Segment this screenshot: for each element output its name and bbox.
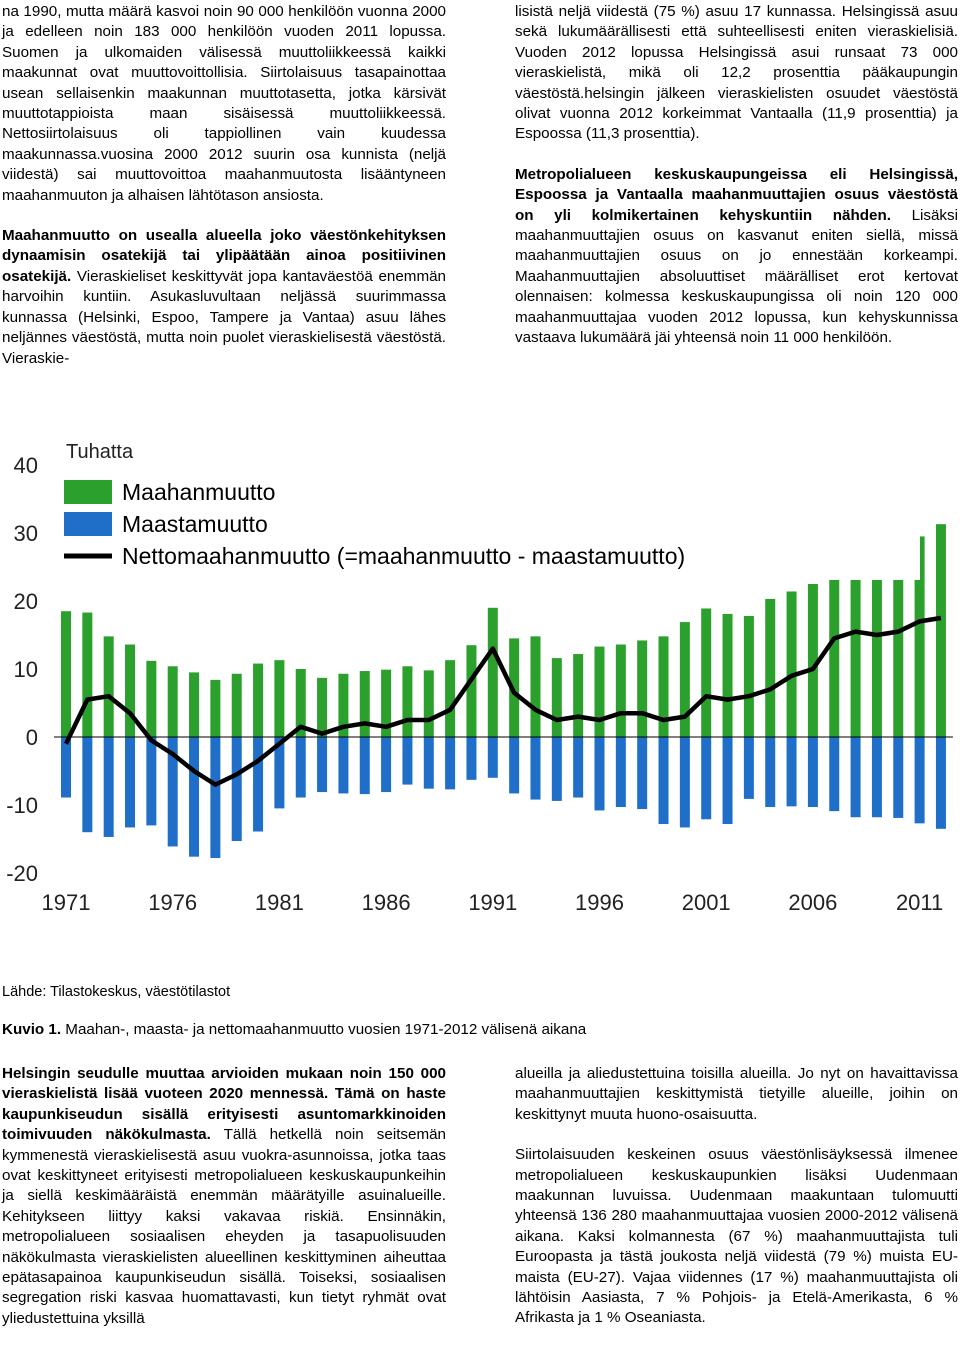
- bar-emigration: [466, 737, 476, 780]
- bar-emigration: [445, 737, 455, 789]
- bar-immigration: [189, 672, 199, 737]
- y-tick-label: 0: [25, 725, 38, 750]
- bold-lead: Metropolialueen keskuskaupungeissa eli Helsingissä, Espoossa ja Vantaalla maahanmuuttajien osuus väestöstä on yli kolmikertainen kehyskuntiin nähden.: [515, 165, 958, 224]
- x-tick-label: 1996: [575, 890, 624, 915]
- chart-source: Lähde: Tilastokeskus, väestötilastot: [2, 984, 231, 1000]
- bar-immigration: [466, 645, 476, 737]
- bar-emigration: [296, 737, 306, 798]
- bar-immigration: [488, 608, 498, 737]
- bar-emigration: [210, 737, 220, 858]
- paragraph: na 1990, mutta määrä kasvoi noin 90 000 henkilöön vuonna 2000 ja edelleen noin 183 000 henkilöön vuoden 2011 lopussa. Suomen ja ulkomaiden välisessä muuttoliikkeessä kaikki maakunnat ovat muuttovoittollisia. Siirtolaisuus tasapainottaa usean sellaisenkin maakunnan muuttotasetta, jotka kärsivät muuttotappioista maan sisäisessä muuttoliikkeessä. Nettosiirtolaisuus oli tappiollinen vain kuudessa maakunnassa.vuosina 2000 2012 suurin osa kunnista (neljä viidestä) sai muuttovoittoa maahanmuutosta lisääntyneen maahanmuuton ja alhaisen lähtötason ansiosta.: [2, 3, 446, 204]
- paragraph: [2, 226, 446, 369]
- bar-immigration: [125, 645, 135, 737]
- paragraph-text: Lisäksi maahanmuuttajien osuus on kasvanut eniten siellä, missä maahanmuuttajien osuus on jo ennestään korkeampi. Maahanmuuttajien absoluuttiset määrälliset erot kertovat olennaisen: kolmessa keskuskaupungissa oli noin 120 000 maahanmuuttajaa vuoden 2012 lopussa, kun kehyskunnissa vastaava lukumäärä jäi yhteensä noin 11 000 henkilöön.: [515, 206, 958, 347]
- text-column-bottom-left: [2, 1064, 446, 1349]
- bar-immigration: [701, 608, 711, 737]
- bar-emigration: [317, 737, 327, 792]
- x-tick-label: 1981: [254, 890, 304, 915]
- bar-immigration: [637, 640, 647, 737]
- bar-emigration: [360, 737, 370, 794]
- bar-emigration: [146, 737, 156, 825]
- paragraph: [2, 1064, 446, 1329]
- bar-immigration: [445, 660, 455, 737]
- bar-immigration: [616, 645, 626, 737]
- bar-emigration: [104, 737, 114, 837]
- bold-lead: Maahanmuutto on usealla alueella joko väestönkehityksen dynaamisin osatekijä tai ylipäätään ainoa positiivinen osatekijä.: [2, 227, 446, 285]
- x-tick-label: 1976: [148, 890, 198, 915]
- unit-label: Tuhatta: [66, 441, 134, 463]
- bar-immigration: [317, 678, 327, 737]
- bar-emigration: [787, 737, 797, 806]
- bar-emigration: [338, 737, 348, 793]
- bar-emigration: [915, 737, 925, 823]
- y-tick-label: 40: [13, 453, 38, 478]
- bar-emigration: [723, 737, 733, 824]
- y-tick-label: 10: [13, 657, 38, 682]
- x-tick-label: 2011: [895, 890, 944, 915]
- paragraph: [515, 165, 958, 349]
- bold-lead: Helsingin seudulle muuttaa arvioiden mukaan noin 150 000 vieraskielistä lisää vuoteen 2020 mennessä. Tämä on haste kaupunkiseudun sisällä erityisesti asuntomarkkinoiden toimivuuden näkökulmasta.: [2, 1065, 446, 1144]
- bar-emigration: [808, 737, 818, 807]
- y-tick-label: -20: [6, 861, 38, 886]
- bar-immigration: [210, 680, 220, 737]
- x-axis: [42, 890, 944, 915]
- bar-emigration: [659, 737, 669, 824]
- bar-immigration: [424, 670, 434, 737]
- bar-emigration: [829, 737, 839, 811]
- y-tick-label: 20: [13, 589, 38, 614]
- bar-immigration: [61, 611, 71, 737]
- bar-emigration: [701, 737, 711, 819]
- paragraph-text: Tällä hetkellä noin seitsemän kymmenestä vieraskielisestä asuu vuokra-asunnoissa, jotka taas ovat keskittyneet erityisesti metropolialueen keskuskaupunkeihin ja siellä keskimääräistä enemmän määrätyille asuinalueille. Kehitykseen liittyy kaksi vakavaa riskiä. Ensinnäkin, metropolialueen sosiaalisen eheyden ja tasapuolisuuden näkökulmasta vieraskielisten alueellinen keskittyminen aiheuttaa epätasapainoa kaupunkiseudun sisällä. Toiseksi, sosiaalisen segregation riski kasvaa huomattavasti, kun tietyt ryhmät ovat yliedustettuina yksillä: [2, 1126, 446, 1327]
- bar-immigration: [146, 661, 156, 737]
- paragraph: alueilla ja aliedustettuina toisilla alueilla. Jo nyt on havaittavissa maahanmuuttajien keskittymistä tietyille alueille, joihin on keskittynyt muuta huono-osaisuutta.: [515, 1065, 958, 1123]
- bar-emigration: [530, 737, 540, 800]
- y-axis: [6, 453, 38, 886]
- x-tick-label: 1971: [41, 890, 91, 915]
- bar-immigration: [232, 674, 242, 737]
- text-column-bottom-right: [515, 1064, 958, 1349]
- bar-immigration: [274, 660, 284, 737]
- bar-emigration: [936, 737, 946, 829]
- bar-immigration: [829, 560, 839, 737]
- paragraph: lisistä neljä viidestä (75 %) asuu 17 kunnassa. Helsingissä asuu sekä lukumäärällisesti että suhteellisesti eniten vieraskielisiä. Vuoden 2012 lopussa Helsingissä asui runsaat 73 000 vieraskielistä, mikä oli 12,2 prosenttia pääkaupungin väestöstä.helsingin jälkeen vieraskielisten osuudet väestöstä olivat vuonna 2012 korkeimmat Vantaalla (11,9 prosenttia) ja Espoossa (11,3 prosenttia).: [515, 3, 958, 143]
- legend-swatch-emigration: [64, 512, 112, 536]
- bar-emigration: [381, 737, 391, 792]
- text-column-top-left: [2, 2, 446, 389]
- bar-emigration: [616, 737, 626, 807]
- bar-immigration: [872, 555, 882, 737]
- bar-immigration: [680, 622, 690, 737]
- bar-immigration: [530, 636, 540, 737]
- bar-emigration: [232, 737, 242, 841]
- legend-swatch-immigration: [64, 480, 112, 504]
- bar-emigration: [851, 737, 861, 817]
- bar-immigration: [595, 647, 605, 737]
- bar-immigration: [936, 524, 946, 737]
- bar-immigration: [82, 613, 92, 737]
- x-tick-label: 1991: [468, 890, 518, 915]
- bar-emigration: [893, 737, 903, 818]
- bar-emigration: [424, 737, 434, 789]
- bar-immigration: [744, 616, 754, 737]
- text-column-top-right: [515, 2, 958, 369]
- caption-label: Kuvio 1.: [2, 1021, 62, 1038]
- bar-emigration: [61, 737, 71, 798]
- bar-immigration: [168, 666, 178, 737]
- bar-emigration: [125, 737, 135, 827]
- migration-chart: [0, 432, 960, 922]
- legend-label-net: Nettomaahanmuutto (=maahanmuutto - maastamuutto): [122, 543, 686, 569]
- bar-immigration: [402, 666, 412, 737]
- legend-label-emigration: Maastamuutto: [122, 511, 268, 537]
- bar-emigration: [552, 737, 562, 801]
- paragraph: Siirtolaisuuden keskeinen osuus väestönlisäyksessä ilmenee metropolialueen keskuskaupunkien lisäksi Uudenmaan maakunnan luvuissa. Uudenmaan maakuntaan tulomuutti yhteensä 136 280 maahanmuuttajaa vuosien 2000-2012 välisenä aikana. Kaksi kolmannesta (67 %) maahanmuuttajista tuli Euroopasta ja tästä joukosta neljä viidestä (79 %) muista EU-maista (EU-27). Vajaa viidennes (17 %) maahanmuuttajista oli lähtöisin Aasiasta, 7 % Pohjois- ja Etelä-Amerikasta, 6 % Afrikasta ja 1 % Oseaniasta.: [515, 1146, 958, 1327]
- bar-emigration: [680, 737, 690, 827]
- bar-immigration: [552, 658, 562, 737]
- y-tick-label: 30: [13, 521, 38, 546]
- bar-emigration: [595, 737, 605, 810]
- legend: [60, 468, 920, 580]
- x-tick-label: 1986: [361, 890, 411, 915]
- bar-emigration: [189, 737, 199, 857]
- bar-emigration: [509, 737, 519, 793]
- bar-emigration: [253, 737, 263, 832]
- bar-immigration: [104, 636, 114, 737]
- bar-emigration: [402, 737, 412, 785]
- bar-immigration: [765, 599, 775, 737]
- bar-emigration: [765, 737, 775, 807]
- bar-emigration: [637, 737, 647, 809]
- bar-emigration: [744, 737, 754, 799]
- bar-immigration: [360, 671, 370, 737]
- y-tick-label: -10: [6, 793, 38, 818]
- bar-immigration: [893, 562, 903, 737]
- bar-emigration: [82, 737, 92, 832]
- x-tick-label: 2001: [681, 890, 731, 915]
- paragraph-text: Vieraskieliset keskittyvät jopa kantaväestöä enemmän harvoihin kuntiin. Asukasluvultaan neljässä suurimmassa kunnassa (Helsinki, Espoo, Tampere ja Vantaa) asuu lähes neljännes väestöstä, mutta noin puolet vieraskielisestä väestöstä. Vieraskie-: [2, 267, 446, 367]
- bar-immigration: [573, 654, 583, 737]
- bar-emigration: [488, 737, 498, 778]
- legend-label-immigration: Maahanmuutto: [122, 479, 276, 505]
- figure-caption: [2, 1021, 586, 1038]
- bar-immigration: [723, 614, 733, 737]
- bar-immigration: [787, 591, 797, 737]
- bar-immigration: [253, 664, 263, 737]
- x-tick-label: 2006: [788, 890, 838, 915]
- bar-emigration: [872, 737, 882, 817]
- bar-emigration: [573, 737, 583, 798]
- caption-text: Maahan-, maasta- ja nettomaahanmuutto vuosien 1971-2012 välisenä aikana: [61, 1021, 587, 1038]
